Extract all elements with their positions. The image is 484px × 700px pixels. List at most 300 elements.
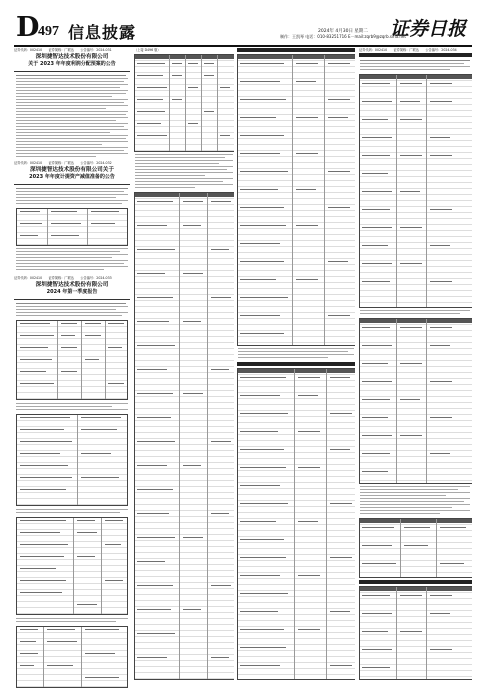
table-cell <box>430 101 452 102</box>
table-cell <box>137 273 165 274</box>
table-cell <box>362 595 390 596</box>
text-line <box>360 510 470 511</box>
text-line <box>135 163 219 164</box>
table-cell <box>400 399 420 400</box>
table-cell <box>51 211 77 212</box>
table-cell <box>400 435 422 436</box>
table-cell <box>362 545 392 546</box>
table-cell <box>77 556 95 557</box>
table-cell <box>137 135 167 136</box>
contact-line: 制作：王凯琴 电话：010-83251716 E－mail:zqrb9@zqrb.sina.net <box>280 34 406 39</box>
data-table <box>359 74 472 308</box>
table-header <box>360 587 472 591</box>
table-cell <box>91 211 119 212</box>
table-cell <box>105 544 121 545</box>
text-line <box>238 351 348 352</box>
table-cell <box>20 383 54 384</box>
text-line <box>360 69 450 70</box>
table-cell <box>20 347 48 348</box>
table-cell <box>20 429 64 430</box>
data-table <box>16 626 128 688</box>
table-cell <box>362 281 390 282</box>
table-cell <box>204 75 214 76</box>
table-cell <box>20 223 42 224</box>
table-cell <box>400 595 422 596</box>
table-cell <box>362 563 396 564</box>
table-cell <box>400 83 422 84</box>
table-cell <box>20 580 66 581</box>
table-cell <box>362 83 390 84</box>
data-table <box>359 586 472 680</box>
text-line <box>16 194 128 195</box>
table-cell <box>20 323 50 324</box>
text-line <box>16 257 112 258</box>
text-line <box>16 81 124 82</box>
table-cell <box>20 477 72 478</box>
table-cell <box>430 83 452 84</box>
stock-code-line: 证券代码：002410 证券简称：广联达 公告编号：2024-033 <box>14 276 112 280</box>
table-cell <box>362 119 388 120</box>
table-cell <box>20 653 38 654</box>
text-line <box>360 60 470 61</box>
text-line <box>16 409 128 410</box>
text-line <box>16 260 128 261</box>
text-line <box>135 169 227 170</box>
table-cell <box>137 123 161 124</box>
table-cell <box>137 369 167 370</box>
table-cell <box>330 557 352 558</box>
table-cell <box>298 575 320 576</box>
table-cell <box>137 465 167 466</box>
table-cell <box>240 315 280 316</box>
announcement-subject: 2024 年第一季度报告 <box>46 289 98 295</box>
text-line <box>16 144 102 145</box>
table-cell <box>183 273 203 274</box>
table-cell <box>240 99 286 100</box>
stock-code-line: 证券代码：002410 证券简称：广联达 公告编号：2024-031 <box>14 48 112 52</box>
text-line <box>360 504 470 505</box>
text-line <box>16 403 128 404</box>
text-line <box>238 357 328 358</box>
table-cell <box>137 585 173 586</box>
text-line <box>16 117 128 118</box>
table-cell <box>240 81 280 82</box>
stock-code-line: 证券代码：002410 证券简称：广联达 公告编号：2024-034 <box>359 48 457 52</box>
table-cell <box>20 544 68 545</box>
table-cell <box>20 641 36 642</box>
masthead-rule <box>14 45 472 47</box>
text-line <box>16 406 112 407</box>
table-cell <box>137 633 175 634</box>
table-cell <box>240 171 288 172</box>
table-cell <box>47 665 73 666</box>
table-header <box>360 75 472 79</box>
text-line <box>16 248 128 249</box>
table-cell <box>362 345 392 346</box>
table-cell <box>430 327 452 328</box>
table-cell <box>362 667 390 668</box>
table-cell <box>204 111 214 112</box>
table-cell <box>211 369 229 370</box>
section-title: 信息披露 <box>68 23 137 42</box>
text-line <box>16 315 122 316</box>
table-cell <box>362 209 390 210</box>
table-cell <box>328 315 350 316</box>
table-cell <box>183 537 203 538</box>
text-line <box>135 154 233 155</box>
table-cell <box>328 207 350 208</box>
table-cell <box>328 63 350 64</box>
table-cell <box>296 81 316 82</box>
text-line <box>16 621 116 622</box>
text-line <box>16 200 128 201</box>
table-cell <box>183 321 201 322</box>
table-cell <box>404 545 428 546</box>
table-cell <box>330 377 350 378</box>
table-cell <box>81 417 121 418</box>
table-cell <box>137 561 165 562</box>
table-cell <box>137 201 173 202</box>
column-4 <box>359 48 472 688</box>
text-line <box>135 166 233 167</box>
title-rule <box>14 71 130 72</box>
text-line <box>360 313 460 314</box>
text-line <box>16 150 124 151</box>
table-cell <box>296 189 316 190</box>
table-cell <box>240 377 286 378</box>
table-cell <box>400 191 420 192</box>
section-bar <box>359 53 472 57</box>
data-table <box>359 318 472 484</box>
table-cell <box>362 191 392 192</box>
table-cell <box>400 263 422 264</box>
table-cell <box>20 556 64 557</box>
text-line <box>16 129 128 130</box>
table-cell <box>430 613 450 614</box>
section-bar <box>237 48 355 52</box>
table-cell <box>85 629 119 630</box>
text-line <box>360 498 470 499</box>
table-cell <box>430 155 452 156</box>
announcement-company: 深圳捷智达技术股份有限公司 <box>35 282 109 288</box>
table-cell <box>211 297 231 298</box>
table-cell <box>211 201 231 202</box>
data-table <box>16 517 128 615</box>
table-cell <box>183 465 201 466</box>
table-cell <box>440 527 466 528</box>
table-cell <box>85 335 101 336</box>
table-cell <box>183 225 201 226</box>
table-cell <box>430 281 452 282</box>
text-line <box>16 138 126 139</box>
text-line <box>238 354 354 355</box>
text-line <box>135 172 233 173</box>
table-cell <box>400 155 422 156</box>
table-cell <box>91 223 115 224</box>
table-cell <box>240 611 278 612</box>
table-cell <box>400 363 422 364</box>
text-line <box>360 310 470 311</box>
table-cell <box>240 665 280 666</box>
text-line <box>135 178 233 179</box>
table-cell <box>20 592 62 593</box>
text-line <box>16 108 106 109</box>
table-cell <box>108 383 124 384</box>
table-cell <box>211 585 231 586</box>
table-cell <box>85 359 99 360</box>
table-cell <box>105 520 123 521</box>
text-line <box>135 181 223 182</box>
table-cell <box>188 123 198 124</box>
table-cell <box>362 263 392 264</box>
table-cell <box>400 631 422 632</box>
section-bar <box>359 580 472 584</box>
table-cell <box>430 245 450 246</box>
text-line <box>360 492 470 493</box>
table-cell <box>220 87 230 88</box>
table-cell <box>430 453 450 454</box>
table-cell <box>137 87 167 88</box>
text-line <box>360 501 464 502</box>
table-cell <box>362 227 392 228</box>
text-line <box>238 348 354 349</box>
table-cell <box>362 527 394 528</box>
text-line <box>16 147 128 148</box>
table-cell <box>404 527 430 528</box>
table-cell <box>240 395 280 396</box>
text-line <box>16 96 112 97</box>
table-cell <box>85 677 119 678</box>
table-cell <box>20 520 66 521</box>
table-cell <box>20 359 52 360</box>
table-cell <box>240 207 284 208</box>
table-cell <box>430 137 450 138</box>
table-cell <box>137 609 171 610</box>
text-line <box>360 63 464 64</box>
table-cell <box>240 243 280 244</box>
table-cell <box>296 63 318 64</box>
table-cell <box>20 665 34 666</box>
text-line <box>360 66 470 67</box>
table-cell <box>240 467 286 468</box>
data-table <box>16 320 128 400</box>
data-table <box>134 54 234 152</box>
table-cell <box>362 363 388 364</box>
text-line <box>16 203 122 204</box>
table-cell <box>430 417 452 418</box>
column-1 <box>14 48 130 688</box>
table-cell <box>362 453 390 454</box>
table-cell <box>330 665 352 666</box>
table-cell <box>61 323 77 324</box>
table-cell <box>400 227 422 228</box>
table-cell <box>137 345 175 346</box>
section-bar <box>237 362 355 366</box>
table-cell <box>240 189 278 190</box>
page-number: 497 <box>38 24 59 39</box>
table-cell <box>137 513 169 514</box>
text-line <box>16 618 128 619</box>
data-table <box>16 208 128 246</box>
table-cell <box>296 225 318 226</box>
table-cell <box>211 249 229 250</box>
table-cell <box>240 593 288 594</box>
table-cell <box>47 629 75 630</box>
text-line <box>16 191 124 192</box>
table-cell <box>108 323 124 324</box>
data-table <box>16 414 128 506</box>
table-cell <box>362 631 388 632</box>
table-cell <box>20 465 68 466</box>
table-cell <box>137 441 175 442</box>
table-cell <box>240 63 284 64</box>
column-3 <box>237 48 355 688</box>
title-rule <box>14 299 130 300</box>
table-cell <box>61 347 77 348</box>
table-cell <box>298 395 318 396</box>
table-cell <box>298 629 320 630</box>
column-2 <box>134 48 234 688</box>
table-cell <box>400 119 422 120</box>
table-cell <box>137 393 173 394</box>
table-cell <box>137 99 163 100</box>
table-cell <box>77 520 95 521</box>
data-table <box>237 54 355 346</box>
table-cell <box>240 333 284 334</box>
announcement-company: 深圳捷智达技术股份有限公司 <box>35 54 109 60</box>
text-line <box>16 114 126 115</box>
text-line <box>16 153 128 154</box>
table-cell <box>240 117 276 118</box>
table-cell <box>328 117 348 118</box>
text-line <box>16 251 120 252</box>
announcement-subject: 关于 2023 年年度利润分配预案的公告 <box>28 61 116 67</box>
text-line <box>16 78 128 79</box>
table-cell <box>240 225 286 226</box>
text-line <box>16 99 128 100</box>
table-cell <box>440 563 464 564</box>
table-cell <box>328 261 348 262</box>
text-line <box>16 135 128 136</box>
table-cell <box>51 235 79 236</box>
table-cell <box>20 629 38 630</box>
table-cell <box>137 75 163 76</box>
text-line <box>16 90 128 91</box>
table-cell <box>240 521 276 522</box>
table-cell <box>105 580 123 581</box>
announcement-title-1 <box>14 54 130 68</box>
page-letter: D <box>16 12 40 43</box>
table-cell <box>328 99 350 100</box>
table-cell <box>362 649 392 650</box>
text-line <box>16 266 128 267</box>
table-cell <box>362 101 392 102</box>
text-line <box>16 197 116 198</box>
text-line <box>135 157 225 158</box>
table-cell <box>183 393 203 394</box>
continuation-line: （上接 D496 版） <box>134 48 161 52</box>
table-cell <box>240 539 284 540</box>
table-cell <box>61 371 77 372</box>
text-line <box>360 489 458 490</box>
table-cell <box>20 235 38 236</box>
table-cell <box>77 532 97 533</box>
text-line <box>360 513 440 514</box>
table-header <box>238 55 355 59</box>
table-cell <box>430 595 452 596</box>
table-cell <box>362 613 392 614</box>
text-line <box>16 87 120 88</box>
table-cell <box>137 63 165 64</box>
stock-code-line: 证券代码：002410 证券简称：广联达 公告编号：2024-032 <box>14 161 112 165</box>
text-line <box>16 84 128 85</box>
text-line <box>16 123 128 124</box>
table-cell <box>108 347 122 348</box>
table-cell <box>188 63 198 64</box>
table-cell <box>137 321 169 322</box>
table-cell <box>172 99 182 100</box>
announcement-title-3 <box>14 282 130 296</box>
table-cell <box>298 467 320 468</box>
table-cell <box>137 489 173 490</box>
table-cell <box>137 225 167 226</box>
table-cell <box>330 413 352 414</box>
table-cell <box>430 345 450 346</box>
table-header <box>360 519 472 523</box>
table-cell <box>240 297 288 298</box>
text-line <box>16 269 104 270</box>
text-line <box>16 156 96 157</box>
text-line <box>16 312 128 313</box>
table-cell <box>137 537 175 538</box>
table-cell <box>20 211 40 212</box>
table-cell <box>137 657 167 658</box>
table-cell <box>240 261 284 262</box>
table-cell <box>183 609 201 610</box>
table-cell <box>220 135 230 136</box>
table-cell <box>183 201 203 202</box>
text-line <box>360 486 470 487</box>
table-cell <box>77 604 97 605</box>
text-line <box>16 102 124 103</box>
table-cell <box>240 279 276 280</box>
table-cell <box>20 568 56 569</box>
text-line <box>16 188 128 189</box>
table-cell <box>240 503 288 504</box>
table-cell <box>188 87 198 88</box>
table-cell <box>240 575 280 576</box>
table-header <box>135 193 234 197</box>
text-line <box>16 509 128 510</box>
title-rule <box>14 184 130 185</box>
table-cell <box>20 453 60 454</box>
table-cell <box>298 521 318 522</box>
table-cell <box>362 137 392 138</box>
text-line <box>16 306 128 307</box>
table-header <box>360 319 472 323</box>
date-line: 2024年 4月30日 星期二 <box>318 29 368 34</box>
text-line <box>16 105 128 106</box>
table-cell <box>85 653 115 654</box>
table-cell <box>240 485 280 486</box>
text-line <box>360 495 446 496</box>
table-cell <box>400 101 420 102</box>
newspaper-logo <box>388 16 472 40</box>
text-line <box>16 141 128 142</box>
text-line <box>16 111 128 112</box>
table-cell <box>296 279 318 280</box>
table-cell <box>61 335 75 336</box>
